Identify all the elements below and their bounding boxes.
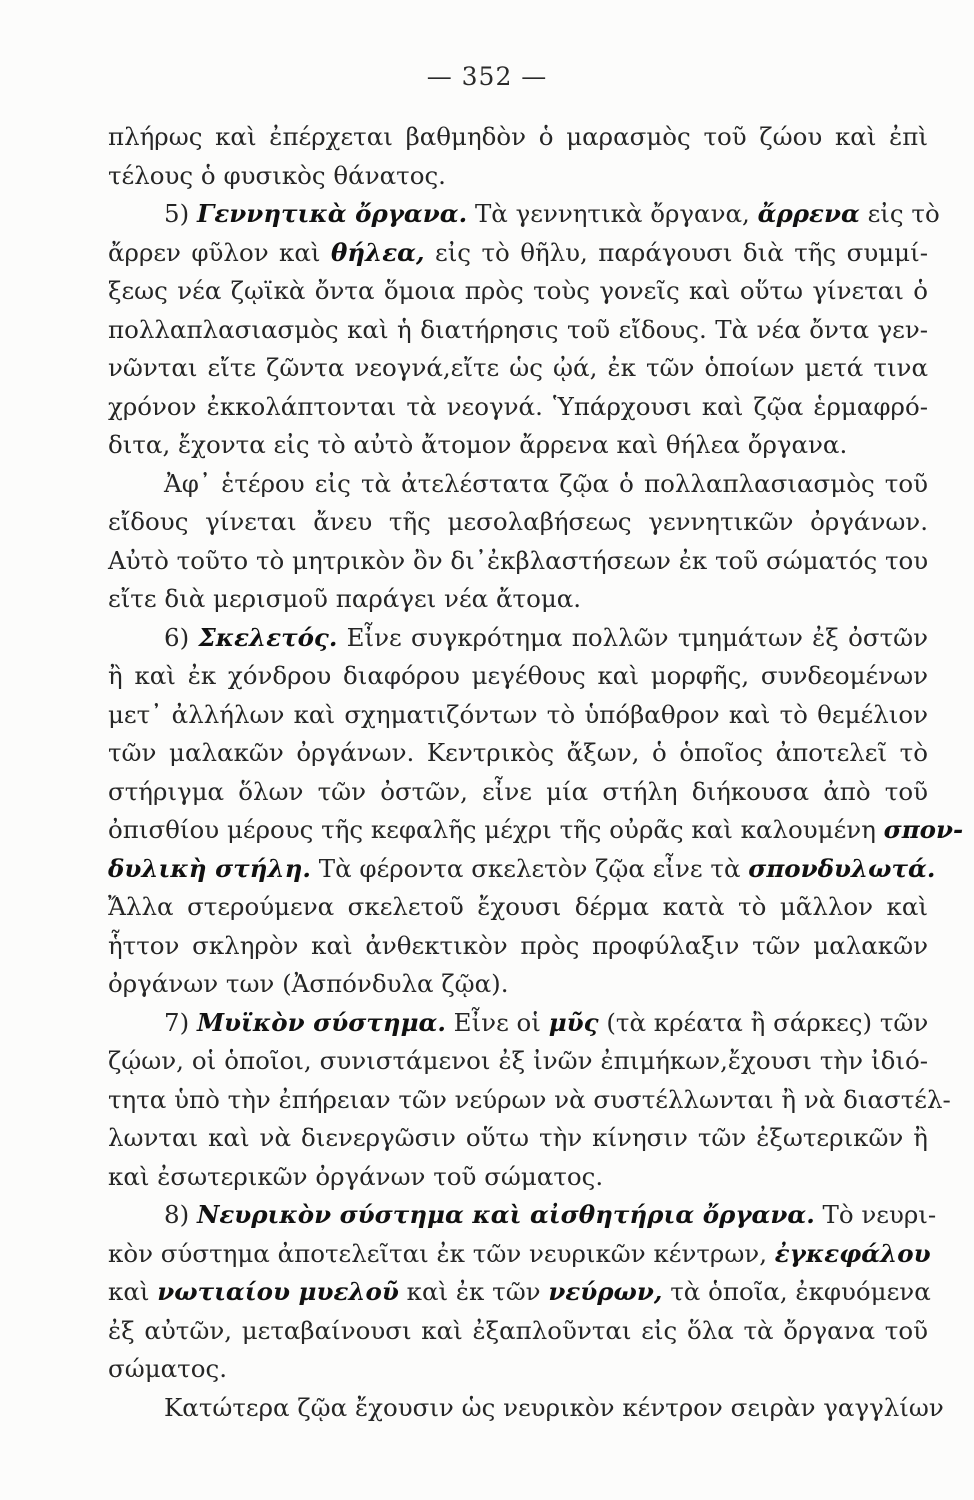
text-line: τέλους ὁ φυσικὸς θάνατος. (108, 160, 446, 190)
text-line: μετ᾽ ἀλλήλων καὶ σχηματιζόντων τὸ ὑπόβαθρον καὶ τὸ θεμέλιον (108, 699, 928, 729)
text-line: τητα ὑπὸ τὴν ἐπήρειαν τῶν νεύρων νὰ συστέλλωνται ἢ νὰ διαστέλ- (108, 1084, 951, 1114)
text-line: ζῴων, οἱ ὁποῖοι, συνιστάμενοι ἐξ ἰνῶν ἐπιμήκων,ἔχουσι τὴν ἰδιό- (108, 1046, 928, 1075)
term-female: θήλεα, (330, 237, 425, 267)
text-line: Ἄλλα στερούμενα σκελετοῦ ἔχουσι δέρμα κατὰ τὸ μᾶλλον καὶ (108, 892, 928, 921)
section-5-heading-line: 5) Γεννητικὰ ὄργανα. Τὰ γεννητικὰ ὄργανα, ἄρρενα εἰς τὸ (164, 199, 940, 228)
text-line: ἄρρεν φῦλον καὶ θήλεα, εἰς τὸ θῆλυ, παράγουσι διὰ τῆς συμμί- (108, 237, 928, 267)
text-line: εἴδους γίνεται ἄνευ τῆς μεσολαβήσεως γεννητικῶν ὀργάνων. (108, 507, 928, 536)
body-text (108, 118, 964, 1427)
text-line: δυλικὴ στήλη. Τὰ φέροντα σκελετὸν ζῷα εἶνε τὰ σπονδυλωτά. (108, 853, 936, 883)
text-line: λωνται καὶ νὰ διενεργῶσιν οὕτω τὴν κίνησιν τῶν ἐξωτερικῶν ἢ (108, 1123, 928, 1152)
section-6-heading-line: 6) Σκελετός. Εἶνε συγκρότημα πολλῶν τμημάτων ἐξ ὀστῶν (164, 622, 928, 652)
text-line: νῶνται εἴτε ζῶντα νεογνά,εἴτε ὡς ᾠά, ἐκ τῶν ὁποίων μετά τινα (108, 353, 928, 382)
text-line: καὶ ἐσωτερικῶν ὀργάνων τοῦ σώματος. (108, 1161, 604, 1191)
term-male: ἄρρενα (757, 199, 860, 228)
page-number: — 352 — (426, 62, 548, 91)
term-vertebrates: σπονδυλωτά. (748, 853, 936, 883)
text-line: τῶν μαλακῶν ὀργάνων. Κεντρικὸς ἄξων, ὁ ὁποῖος ἀποτελεῖ τὸ (108, 738, 928, 767)
text-line: στήριγμα ὅλων τῶν ὀστῶν, εἶνε μία στήλη διήκουσα ἀπὸ τοῦ (108, 776, 928, 806)
term-nerves: νεύρων, (548, 1277, 663, 1306)
text-line: Ἀφ᾽ ἑτέρου εἰς τὰ ἀτελέστατα ζῷα ὁ πολλαπλασιασμὸς τοῦ (164, 468, 928, 498)
text-line: χρόνον ἐκκολάπτονται τὰ νεογνά. Ὑπάρχουσι καὶ ζῷα ἑρμαφρό- (108, 391, 928, 421)
text-line: ἧττον σκληρὸν καὶ ἀνθεκτικὸν πρὸς προφύλαξιν τῶν μαλακῶν (108, 930, 928, 960)
term-brain: ἐγκεφάλου (774, 1238, 931, 1268)
section-title-muscular-system: Μυϊκὸν σύστημα. (196, 1007, 446, 1037)
term-spinal-column-part2: δυλικὴ στήλη. (108, 853, 311, 883)
text-line: ἢ καὶ ἐκ χόνδρου διαφόρου μεγέθους καὶ μορφῆς, συνδεομένων (108, 661, 928, 690)
section-title-nervous-system: Νευρικὸν σύστημα καὶ αἰσθητήρια ὄργανα. (196, 1200, 815, 1229)
text-line: πλήρως καὶ ἐπέρχεται βαθμηδὸν ὁ μαρασμὸς τοῦ ζώου καὶ ἐπὶ (108, 122, 928, 151)
term-muscles: μῦς (548, 1007, 599, 1037)
section-7-heading-line: 7) Μυϊκὸν σύστημα. Εἶνε οἱ μῦς (τὰ κρέατα ἢ σάρκες) τῶν (164, 1007, 929, 1037)
text-line: σώματος. (108, 1354, 227, 1383)
text-line: ξεως νέα ζῳϊκὰ ὄντα ὅμοια πρὸς τοὺς γονεῖς καὶ οὕτω γίνεται ὁ (108, 276, 928, 305)
text-line: κὸν σύστημα ἀποτελεῖται ἐκ τῶν νευρικῶν κέντρων, ἐγκεφάλου (108, 1238, 931, 1268)
text-line: εἴτε διὰ μερισμοῦ παράγει νέα ἄτομα. (108, 584, 582, 613)
text-line: ἐξ αὐτῶν, μεταβαίνουσι καὶ ἐξαπλοῦνται εἰς ὅλα τὰ ὄργανα τοῦ (108, 1315, 928, 1345)
section-8-heading-line: 8) Νευρικὸν σύστημα καὶ αἰσθητήρια ὄργανα. Τὸ νευρι- (164, 1200, 937, 1229)
term-spinal-cord: νωτιαίου μυελοῦ (157, 1277, 399, 1306)
term-spinal-column-part1: σπον- (883, 815, 964, 844)
text-line: Αὐτὸ τοῦτο τὸ μητρικὸν ὂν δι᾽ἐκβλαστήσεων ἐκ τοῦ σώματός του (108, 545, 929, 575)
text-line: ὀργάνων των (Ἀσπόνδυλα ζῷα). (108, 969, 509, 998)
text-line: πολλαπλασιασμὸς καὶ ἡ διατήρησις τοῦ εἴδους. Τὰ νέα ὄντα γεν- (108, 314, 928, 344)
text-line: Κατώτερα ζῷα ἔχουσιν ὡς νευρικὸν κέντρον σειρὰν γαγγλίων (164, 1392, 944, 1422)
section-title-skeleton: Σκελετός. (198, 622, 338, 652)
section-title-reproductive-organs: Γεννητικὰ ὄργανα. (196, 199, 468, 228)
text-line: ὀπισθίου μέρους τῆς κεφαλῆς μέχρι τῆς οὐρᾶς καὶ καλουμένη σπον- (108, 815, 964, 844)
text-line: καὶ νωτιαίου μυελοῦ καὶ ἐκ τῶν νεύρων, τὰ ὁποῖα, ἐκφυόμενα (108, 1277, 931, 1306)
text-line: διτα, ἔχοντα εἰς τὸ αὐτὸ ἄτομον ἄρρενα καὶ θήλεα ὄργανα. (108, 430, 848, 459)
